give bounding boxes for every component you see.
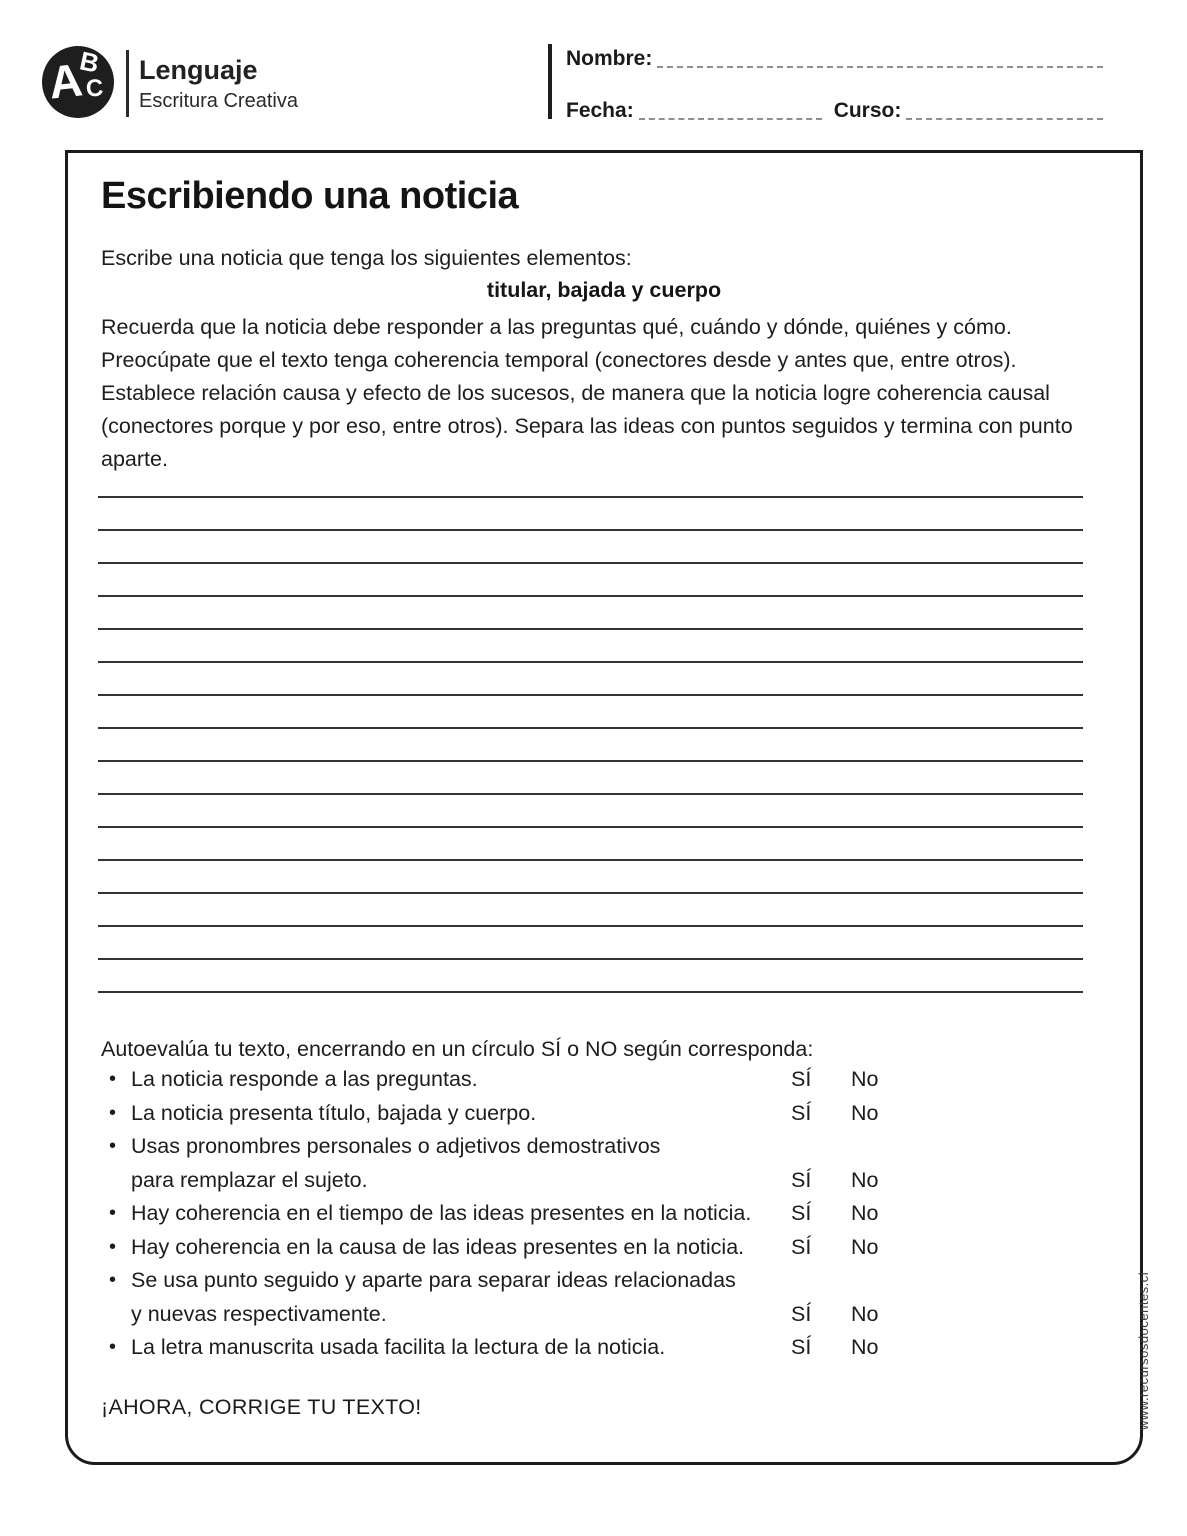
checklist-row [101,1063,1113,1097]
name-input-line[interactable] [657,62,1103,68]
writing-line[interactable] [98,861,1083,894]
checklist-item-text: La letra manuscrita usada facilita la lectura de la noticia. [131,1335,666,1360]
no-option[interactable]: No [851,1201,879,1226]
checklist-row [101,1197,1113,1231]
checklist-row [101,1164,1113,1198]
instructions-paragraph: Recuerda que la noticia debe responder a las preguntas qué, cuándo y dónde, quiénes y cómo. Preocúpate que el texto tenga coherencia temporal (conectores desde y antes que, entre otros). Establece relación causa y efecto de los sucesos, de manera que la noticia logre coherencia causal (conectores porque y por eso, entre otros). Separa las ideas con puntos seguidos y termina con punto aparte. [101,315,1073,471]
writing-line[interactable] [98,696,1083,729]
self-eval-heading: Autoevalúa tu texto, encerrando en un círculo SÍ o NO según corresponda: [101,1037,814,1061]
no-option[interactable]: No [851,1100,879,1125]
checklist-row [101,1130,1113,1164]
bullet-icon: • [109,1068,117,1091]
yes-option[interactable]: SÍ [791,1167,812,1192]
checklist-row [101,1264,1113,1298]
brand-subtitle: Escritura Creativa [139,90,298,112]
writing-line[interactable] [98,762,1083,795]
writing-line[interactable] [98,597,1083,630]
no-option[interactable]: No [851,1067,879,1092]
course-label: Curso: [833,99,902,122]
name-field-row [566,46,1103,71]
date-label: Fecha: [566,99,634,122]
checklist-row [101,1298,1113,1332]
checklist-item-text: La noticia presenta título, bajada y cuerpo. [131,1100,537,1125]
name-label: Nombre: [566,47,653,70]
writing-line[interactable] [98,531,1083,564]
yes-option[interactable]: SÍ [791,1335,812,1360]
bullet-icon: • [109,1135,117,1158]
worksheet-box [65,150,1143,1465]
writing-line[interactable] [98,894,1083,927]
checklist-item-text: Hay coherencia en el tiempo de las ideas presentes en la noticia. [131,1201,752,1226]
date-input-line[interactable] [639,114,822,120]
writing-line[interactable] [98,960,1083,993]
date-course-field-row [566,98,1103,123]
checklist-item-text: Se usa punto seguido y aparte para separar ideas relacionadas [131,1268,736,1293]
checklist-item-text: Usas pronombres personales o adjetivos demostrativos [131,1134,661,1159]
bullet-icon: • [109,1202,117,1225]
writing-line[interactable] [98,663,1083,696]
abc-logo-icon [42,46,114,118]
bullet-icon: • [109,1336,117,1359]
footer-cta: ¡AHORA, CORRIGE TU TEXTO! [101,1395,422,1419]
bullet-icon: • [109,1269,117,1292]
no-option[interactable]: No [851,1167,879,1192]
yes-option[interactable]: SÍ [791,1234,812,1259]
logo-letter-c: C [85,74,105,103]
checklist-item-text: Hay coherencia en la causa de las ideas presentes en la noticia. [131,1234,745,1259]
writing-line[interactable] [98,630,1083,663]
page-title: Escribiendo una noticia [101,175,519,217]
checklist-item-text: La noticia responde a las preguntas. [131,1067,478,1092]
no-option[interactable]: No [851,1335,879,1360]
intro-text: Escribe una noticia que tenga los siguientes elementos: [101,246,632,270]
writing-line[interactable] [98,465,1083,498]
checklist-item-text: y nuevas respectivamente. [131,1301,387,1326]
no-option[interactable]: No [851,1234,879,1259]
yes-option[interactable]: SÍ [791,1100,812,1125]
logo-letter-a: A [46,53,85,109]
writing-line[interactable] [98,729,1083,762]
website-watermark: www.recursosdocentes.cl [1136,1271,1151,1430]
writing-line[interactable] [98,795,1083,828]
course-input-line[interactable] [906,114,1103,120]
writing-line[interactable] [98,564,1083,597]
writing-line[interactable] [98,927,1083,960]
yes-option[interactable]: SÍ [791,1067,812,1092]
writing-line[interactable] [98,498,1083,531]
brand-divider [126,50,129,117]
logo-letter-b: B [77,45,102,79]
bullet-icon: • [109,1101,117,1124]
brand-title: Lenguaje [139,55,258,85]
bullet-icon: • [109,1235,117,1258]
writing-lines [98,465,1083,993]
checklist-row [101,1097,1113,1131]
elements-line: titular, bajada y cuerpo [486,278,722,302]
header-fields-divider [548,44,552,119]
writing-line[interactable] [98,828,1083,861]
yes-option[interactable]: SÍ [791,1201,812,1226]
checklist-item-text: para remplazar el sujeto. [131,1167,368,1192]
checklist-row [101,1231,1113,1265]
self-eval-list [101,1063,1113,1365]
yes-option[interactable]: SÍ [791,1301,812,1326]
no-option[interactable]: No [851,1301,879,1326]
checklist-row [101,1331,1113,1365]
